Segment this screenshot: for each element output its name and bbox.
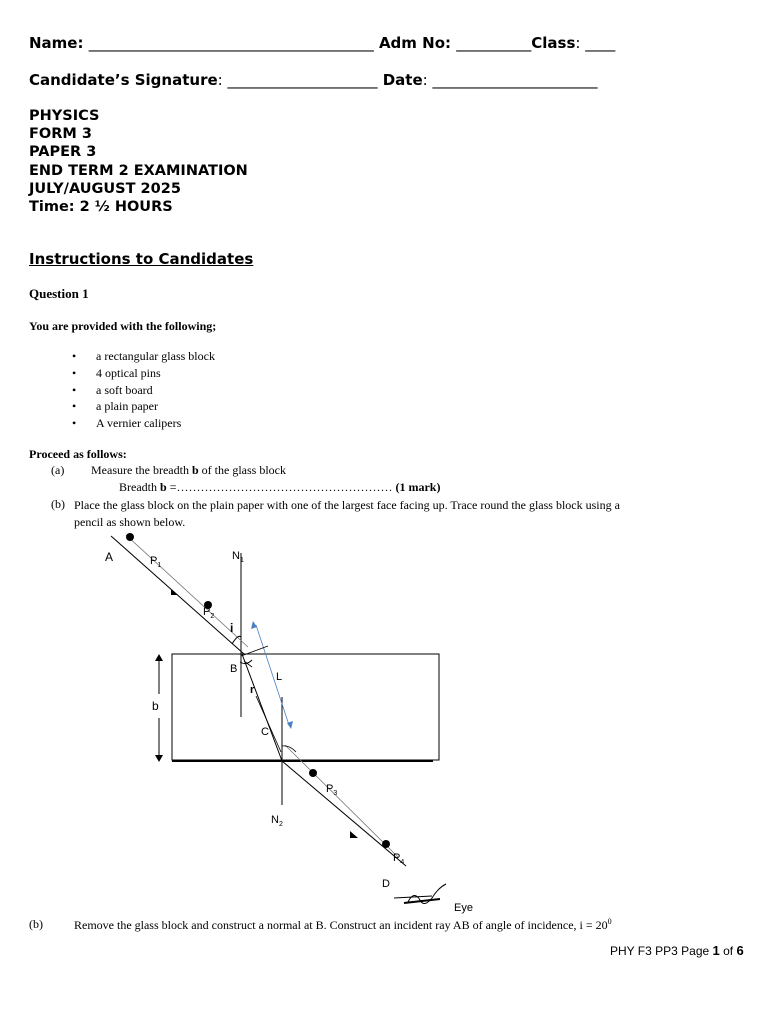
label-b: B — [230, 663, 238, 675]
page-footer — [610, 943, 744, 958]
emergent-ray — [282, 761, 406, 866]
list-item: • a plain paper — [72, 398, 215, 415]
label-p3-sub: 3 — [333, 790, 338, 797]
footer-of: of — [719, 944, 737, 958]
class-label: Class — [531, 34, 576, 52]
label-r: r — [250, 684, 255, 696]
angle-i-arc — [232, 636, 241, 644]
date-blank[interactable]: ______________________ — [427, 71, 598, 89]
breadth-label: Breadth — [119, 480, 160, 494]
adm-label: Adm No: — [378, 34, 452, 52]
list-item: • a soft board — [72, 382, 215, 399]
glass-block — [172, 654, 439, 760]
exam-period: JULY/AUGUST 2025 — [29, 180, 181, 197]
pin-p4 — [382, 840, 390, 848]
part-a-label: (a) — [51, 463, 65, 477]
part-b-line2: pencil as shown below. — [74, 514, 186, 529]
breadth-arrowhead-down — [155, 755, 163, 762]
label-i: i — [230, 621, 234, 635]
instructions-heading: Instructions to Candidates — [29, 250, 254, 268]
label-p1 — [150, 555, 161, 569]
name-label: Name: — [29, 34, 84, 52]
signature-blank[interactable]: ____________________ — [222, 71, 378, 89]
label-p4 — [393, 852, 404, 866]
form: FORM 3 — [29, 126, 92, 143]
part-a-b: b — [191, 463, 199, 477]
footer-page-total: 6 — [736, 943, 744, 958]
label-p1-sub: 1 — [157, 562, 162, 569]
subject: PHYSICS — [29, 108, 100, 124]
footer-label: PHY F3 PP3 Page — [610, 944, 713, 958]
refracted-ray-trace — [256, 696, 281, 752]
class-colon: : — [575, 34, 581, 52]
label-n1 — [232, 550, 244, 564]
list-item: • 4 optical pins — [72, 365, 215, 382]
date-label: Date — [382, 71, 423, 89]
label-n2-letter: N — [271, 814, 279, 826]
label-p4-letter: P — [393, 852, 401, 864]
label-p1-letter: P — [150, 555, 158, 567]
part-b-label: (b) — [51, 497, 65, 511]
label-p2-letter: P — [203, 606, 211, 618]
adm-blank[interactable]: __________ — [456, 34, 532, 52]
label-n2 — [271, 814, 283, 828]
breadth-b: b — [160, 480, 167, 494]
breadth-blank[interactable]: =……………………………………………… — [166, 480, 393, 494]
label-d: D — [382, 878, 390, 890]
label-p2 — [203, 606, 214, 620]
list-item: • A vernier calipers — [72, 415, 215, 432]
degree-sup: 0 — [607, 917, 612, 926]
label-n1-sub: 1 — [239, 557, 244, 564]
list-item: • a rectangular glass block — [72, 348, 215, 365]
part-b-line1: Place the glass block on the plain paper with one of the largest face facing up. Trace round the glass block using a — [74, 498, 620, 512]
label-breadth: b — [152, 699, 159, 713]
breadth-arrowhead-up — [155, 654, 163, 661]
label-a: A — [105, 550, 114, 564]
name-blank[interactable]: ______________________________________ — [88, 34, 374, 52]
part-b2-text — [74, 917, 612, 933]
label-p2-sub: 2 — [210, 613, 215, 620]
part-a-text-end: of the glass block — [198, 463, 286, 477]
label-n2-sub: 2 — [278, 821, 283, 828]
signature-colon: : — [217, 71, 223, 89]
emergent-arrow — [350, 831, 358, 838]
question-title: Question 1 — [29, 286, 89, 301]
label-l: L — [276, 671, 283, 683]
provided-intro: You are provided with the following; — [29, 319, 217, 333]
exam-title: END TERM 2 EXAMINATION — [29, 162, 248, 179]
proceed-heading: Proceed as follows: — [29, 447, 127, 461]
label-c: C — [261, 726, 269, 738]
paper: PAPER 3 — [29, 144, 97, 161]
part-a-text-start: Measure the breadth — [91, 463, 192, 477]
label-p4-sub: 4 — [400, 859, 405, 866]
signature-label: Candidate’s Signature — [29, 71, 218, 89]
mark-allocation: (1 mark) — [395, 480, 441, 494]
label-n1-letter: N — [232, 550, 240, 562]
label-eye: Eye — [454, 902, 473, 914]
footer-page-number: 1 — [712, 943, 720, 958]
pin-p3 — [309, 769, 317, 777]
label-p3 — [326, 783, 337, 797]
displacement-arrow — [256, 625, 289, 725]
angle-r-arc — [240, 660, 252, 664]
part-b2-label: (b) — [29, 917, 43, 931]
exam-time: Time: 2 ½ HOURS — [29, 199, 173, 216]
pin-p1 — [126, 533, 134, 541]
label-p3-letter: P — [326, 783, 334, 795]
class-blank[interactable]: ____ — [580, 34, 616, 52]
date-colon: : — [422, 71, 428, 89]
part-b2-body: Remove the glass block and construct a normal at B. Construct an incident ray AB of angle of incidence, i = 20 — [74, 918, 608, 932]
